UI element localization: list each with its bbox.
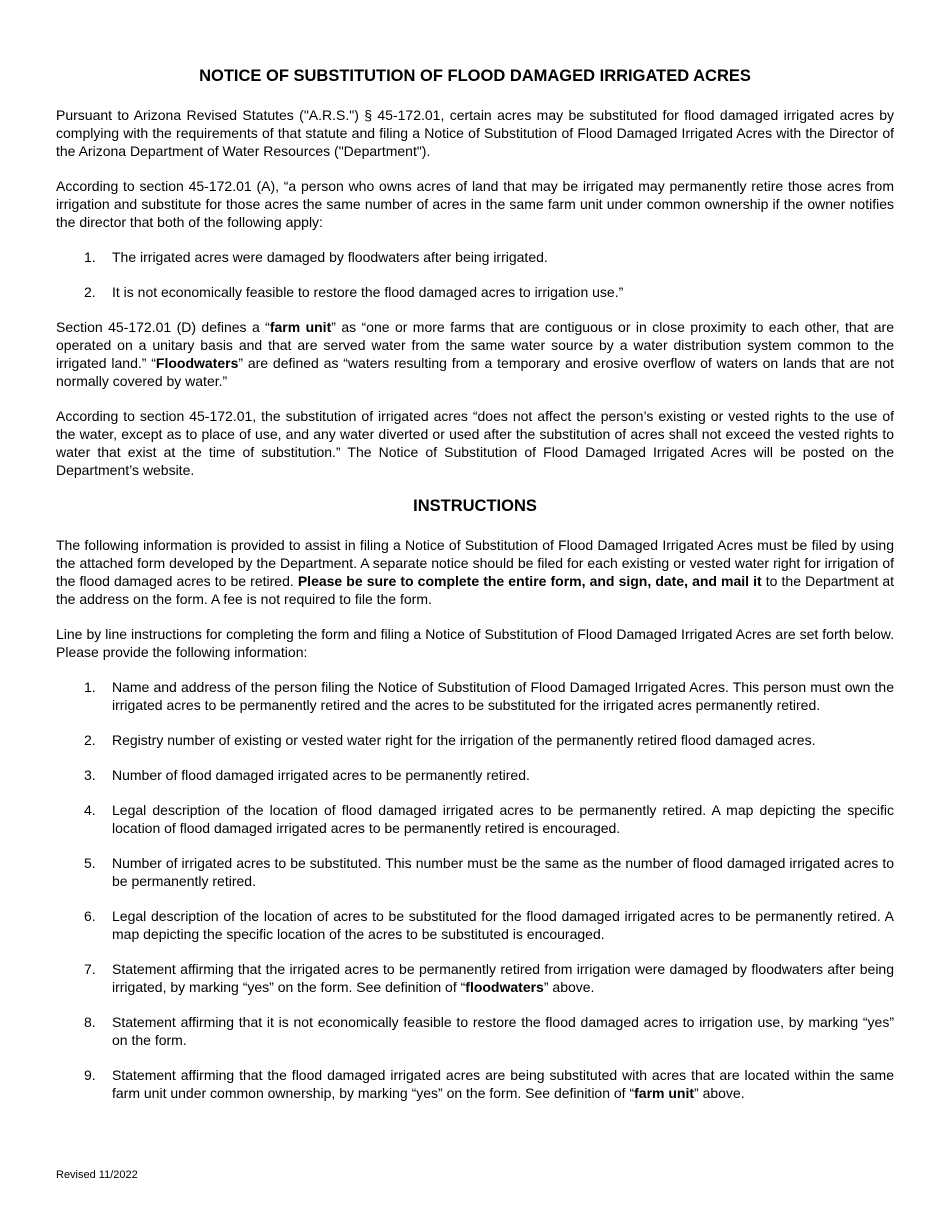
list-text: The irrigated acres were damaged by floodwaters after being irrigated. [112, 249, 548, 265]
text-run: Statement affirming that the flood damaged irrigated acres are being substituted with acres that are located within the same farm unit under common ownership, by marking “yes” on the form. See definition of “ [112, 1067, 894, 1101]
instruction-item-9 [56, 1066, 894, 1102]
list-number: 3. [84, 767, 96, 783]
instructions-paragraph-2: Line by line instructions for completing the form and filing a Notice of Substitution of Flood Damaged Irrigated Acres are set forth below. Please provide the following information: [56, 626, 894, 660]
emphasis-text: Please be sure to complete the entire form, and sign, date, and mail it [297, 573, 762, 589]
text-run: Statement affirming that the irrigated acres to be permanently retired from irrigation were damaged by floodwaters after being irrigated, by marking “yes” on the form. See definition of “ [112, 961, 894, 995]
list-text: Registry number of existing or vested water right for the irrigation of the permanently retired flood damaged acres. [112, 732, 816, 748]
instruction-item-5 [56, 854, 894, 890]
text-run: The following information is provided to assist in filing a Notice of Substitution of Flood Damaged Irrigated Acres must be filed by using the attached form developed by the Department. A separate notice should be filed for each existing or vested water right for irrigation of the flood damaged acres to be retired. [56, 537, 894, 589]
instruction-item-2 [56, 731, 894, 749]
instruction-item-3 [56, 766, 894, 784]
list-number: 8. [84, 1014, 96, 1030]
list-number: 1. [84, 249, 96, 265]
condition-item-1 [56, 248, 894, 266]
list-number: 4. [84, 802, 96, 818]
text-run: to the Department at the address on the form. A fee is not required to file the form. [56, 573, 894, 607]
instructions-list [56, 678, 894, 1102]
list-text [112, 961, 894, 995]
definitions-paragraph [56, 318, 894, 390]
intro-paragraph-4: According to section 45-172.01, the substitution of irrigated acres “does not affect the person’s existing or vested rights to the use of the water, except as to place of use, and any water diverted or used after the substitution of acres shall not exceed the vested rights to water that exist at the time of substitution.” The Notice of Substitution of Flood Damaged Irrigated Acres will be posted on the Department’s website. [56, 408, 894, 478]
instruction-item-4 [56, 801, 894, 837]
list-text: Statement affirming that it is not economically feasible to restore the flood damaged acres to irrigation use, by marking “yes” on the form. [112, 1014, 894, 1048]
conditions-list [56, 248, 894, 301]
list-number: 5. [84, 855, 96, 871]
term-farm-unit: farm unit [269, 319, 332, 335]
intro-paragraph-2: According to section 45-172.01 (A), “a person who owns acres of land that may be irrigated may permanently retire those acres from irrigation and substitute for those acres the same number of acres in the same farm unit under common ownership if the owner notifies the director that both of the following apply: [56, 178, 894, 230]
condition-item-2 [56, 283, 894, 301]
revision-footer: Revised 11/2022 [56, 1169, 138, 1181]
intro-paragraph-1: Pursuant to Arizona Revised Statutes ("A.R.S.") § 45-172.01, certain acres may be substituted for flood damaged irrigated acres by complying with the requirements of that statute and filing a Notice of Substitution of Flood Damaged Irrigated Acres with the Director of the Arizona Department of Water Resources ("Department"). [56, 107, 894, 159]
term-floodwaters: Floodwaters [155, 355, 239, 371]
text-run: Section 45-172.01 (D) defines a “ [56, 319, 270, 335]
list-number: 2. [84, 732, 96, 748]
text-run: ” above. [694, 1085, 745, 1101]
text-run: ” are defined as “waters resulting from a temporary and erosive overflow of waters on lands that are not normally covered by water.” [56, 355, 894, 389]
list-text: Legal description of the location of flood damaged irrigated acres to be permanently retired. A map depicting the specific location of flood damaged irrigated acres to be permanently retired is encouraged. [112, 802, 894, 836]
instructions-paragraph-1 [56, 536, 894, 608]
list-text: Number of irrigated acres to be substituted. This number must be the same as the number of flood damaged irrigated acres to be permanently retired. [112, 855, 894, 889]
text-run: ” as “one or more farms that are contiguous or in close proximity to each other, that are operated on a unitary basis and that are served water from the same water source by a water distribution system common to the irrigated land.” “ [56, 319, 895, 371]
term-farm-unit: farm unit [634, 1085, 695, 1101]
text-run: ” above. [543, 979, 595, 995]
instructions-heading: INSTRUCTIONS [413, 497, 537, 515]
list-number: 7. [84, 961, 96, 977]
list-text: Number of flood damaged irrigated acres to be permanently retired. [112, 767, 530, 783]
list-number: 1. [84, 679, 96, 695]
list-text: Name and address of the person filing the Notice of Substitution of Flood Damaged Irrigated Acres. This person must own the irrigated acres to be permanently retired and the acres to be substituted for the irrigated acres permanently retired. [112, 679, 894, 713]
list-text: It is not economically feasible to restore the flood damaged acres to irrigation use.” [112, 284, 624, 300]
list-number: 2. [84, 284, 96, 300]
list-number: 6. [84, 908, 96, 924]
list-text: Legal description of the location of acres to be substituted for the flood damaged irrigated acres to be permanently retired. A map depicting the specific location of the acres to be substituted is encouraged. [112, 908, 894, 942]
list-number: 9. [84, 1067, 96, 1083]
term-floodwaters: floodwaters [465, 979, 544, 995]
instruction-item-6 [56, 907, 894, 943]
list-text [112, 1067, 894, 1101]
instruction-item-8 [56, 1013, 894, 1049]
document-page [56, 66, 894, 1119]
instruction-item-1 [56, 678, 894, 714]
page-title: NOTICE OF SUBSTITUTION OF FLOOD DAMAGED IRRIGATED ACRES [199, 67, 751, 85]
instruction-item-7 [56, 960, 894, 996]
